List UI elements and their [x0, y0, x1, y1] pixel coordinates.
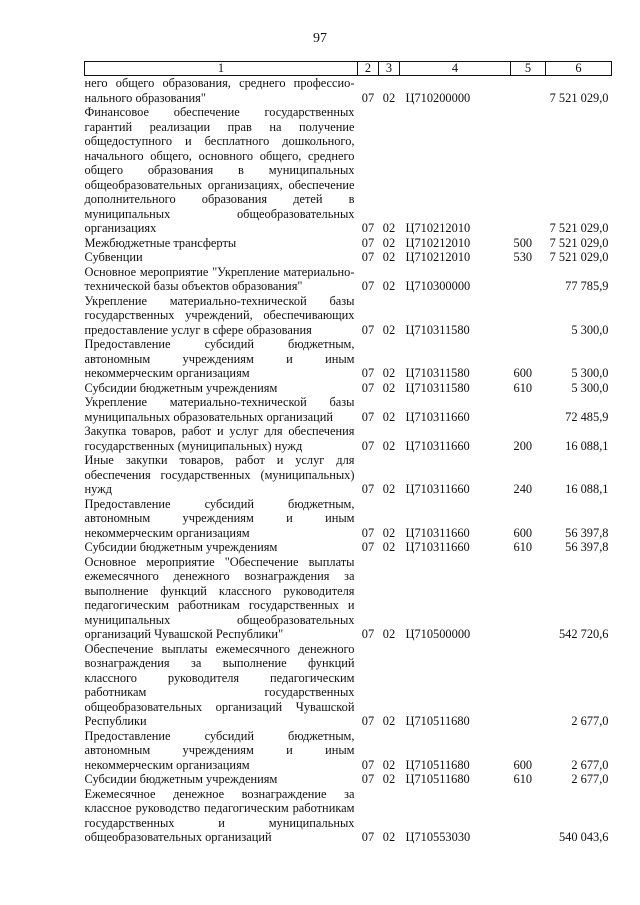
table-row [85, 497, 612, 541]
row-amount: 7 521 029,0 [549, 235, 609, 250]
row-subsection: 02 [382, 221, 396, 235]
table-row [85, 729, 612, 773]
header-col-2: 2 [358, 62, 379, 76]
row-target-article: Ц710311660 [405, 482, 470, 496]
row-amount: 540 043,6 [558, 830, 609, 844]
row-subsection: 02 [382, 482, 396, 496]
row-target-article: Ц710212010 [405, 250, 471, 264]
row-name: Субвенции [84, 250, 143, 264]
row-subsection: 02 [382, 409, 396, 424]
row-amount: 56 397,8 [565, 525, 609, 540]
row-subsection: 02 [382, 90, 396, 105]
row-target-article: Ц710311580 [405, 380, 470, 395]
row-amount: 7 521 029,0 [549, 221, 609, 235]
row-name: Закупка товаров, работ и услуг для обеспечения государственных (муниципальных) нужд [84, 424, 355, 453]
row-amount: 5 300,0 [571, 380, 609, 395]
row-section: 07 [361, 380, 375, 395]
row-expense-type: 610 [513, 540, 533, 554]
row-subsection: 02 [382, 772, 396, 786]
table-row [85, 642, 612, 729]
row-amount: 72 485,9 [565, 409, 609, 424]
row-amount: 2 677,0 [571, 714, 609, 728]
row-target-article: Ц710311660 [405, 438, 470, 453]
row-subsection: 02 [382, 627, 396, 641]
row-name: Основное мероприятие "Обеспечение выплаты ежемесячного денежного вознаграждения за выполнение функций классного руководителя педагогическим работникам государственных и муниципальных общеобразовательных организаций Чувашской Республики" [84, 554, 355, 641]
row-target-article: Ц710311660 [405, 540, 470, 554]
row-expense-type: 500 [513, 235, 533, 250]
row-name: Предоставление субсидий бюджетным, автономным учреждениям и иным некоммерческим организациям [84, 496, 355, 540]
table-row [85, 787, 612, 845]
row-target-article: Ц710500000 [405, 627, 471, 641]
row-name: Основное мероприятие "Укрепление материально-технической базы объектов образования" [84, 264, 355, 293]
header-row [85, 62, 612, 76]
row-subsection: 02 [382, 366, 396, 380]
row-section: 07 [361, 757, 375, 772]
row-section: 07 [361, 366, 375, 380]
row-expense-type [511, 76, 546, 106]
row-amount: 16 088,1 [565, 482, 609, 496]
header-col-5: 5 [511, 62, 546, 76]
table-row [85, 395, 612, 424]
page-number: 97 [313, 31, 327, 46]
row-name: Субсидии бюджетным учреждениям [84, 380, 278, 395]
header-col-4: 4 [400, 62, 511, 76]
row-section: 07 [361, 235, 375, 250]
row-expense-type: 200 [513, 438, 533, 453]
row-subsection: 02 [382, 322, 396, 337]
row-amount: 5 300,0 [571, 322, 609, 337]
table-row [85, 250, 612, 265]
row-section: 07 [361, 438, 375, 453]
row-expense-type: 610 [513, 380, 533, 395]
row-name: Ежемесячное денежное вознаграждение за классное руководство педагогическим работникам государственных и муниципальных общеобразовательных организаций [84, 786, 355, 844]
row-amount: 56 397,8 [565, 540, 609, 554]
row-subsection: 02 [382, 250, 396, 264]
row-expense-type: 600 [513, 366, 533, 380]
row-section: 07 [361, 540, 375, 554]
row-section: 07 [361, 90, 375, 105]
row-amount: 77 785,9 [565, 279, 609, 293]
row-section: 07 [361, 714, 375, 728]
row-target-article: Ц710311580 [405, 322, 470, 337]
table-row [85, 424, 612, 453]
row-name: Финансовое обеспечение государственных гарантий реализации прав на получение общедоступного и бесплатного дошкольного, начального общего, основного общего, среднего общего образования в муниципальных общеобразовательных организациях, обеспечение дополнительного образования детей в муниципальных общеобразовательных организациях [84, 105, 355, 235]
row-name: Субсидии бюджетным учреждениям [84, 772, 278, 786]
table-row [85, 337, 612, 381]
row-target-article: Ц710212010 [405, 221, 471, 235]
row-section: 07 [361, 482, 375, 496]
row-expense-type: 600 [513, 757, 533, 772]
row-amount: 16 088,1 [565, 438, 609, 453]
row-section: 07 [361, 830, 375, 844]
row-section: 07 [361, 279, 375, 293]
row-expense-type [511, 265, 546, 294]
row-expense-type [511, 105, 546, 236]
row-expense-type: 610 [513, 772, 533, 786]
row-target-article: Ц710511680 [405, 714, 470, 728]
row-amount: 7 521 029,0 [549, 90, 609, 105]
table-row [85, 236, 612, 251]
row-target-article: Ц710212010 [405, 235, 471, 250]
row-subsection: 02 [382, 279, 396, 293]
row-target-article: Ц710300000 [405, 279, 471, 293]
row-target-article: Ц710311660 [405, 525, 470, 540]
row-subsection: 02 [382, 380, 396, 395]
row-subsection: 02 [382, 438, 396, 453]
row-target-article: Ц710311660 [405, 409, 470, 424]
row-subsection: 02 [382, 540, 396, 554]
row-expense-type [511, 555, 546, 642]
row-subsection: 02 [382, 714, 396, 728]
row-target-article: Ц710200000 [405, 90, 471, 105]
row-expense-type [511, 294, 546, 338]
header-col-3: 3 [379, 62, 400, 76]
row-target-article: Ц710311580 [405, 366, 470, 380]
row-section: 07 [361, 525, 375, 540]
row-amount: 5 300,0 [571, 366, 609, 380]
row-subsection: 02 [382, 235, 396, 250]
table-row [85, 265, 612, 294]
table-row [85, 105, 612, 236]
row-subsection: 02 [382, 830, 396, 844]
row-expense-type [511, 395, 546, 424]
row-name: него общего образования, среднего профессио-нального образования" [84, 76, 355, 105]
row-name: Укрепление материально-технической базы муниципальных образовательных организаций [84, 395, 355, 424]
row-expense-type [511, 642, 546, 729]
row-subsection: 02 [382, 525, 396, 540]
row-amount: 542 720,6 [558, 627, 609, 641]
row-name: Предоставление субсидий бюджетным, автономным учреждениям и иным некоммерческим организациям [84, 337, 355, 380]
row-target-article: Ц710511680 [405, 757, 470, 772]
row-name: Предоставление субсидий бюджетным, автономным учреждениям и иным некоммерческим организациям [84, 728, 355, 772]
row-target-article: Ц710553030 [405, 830, 471, 844]
row-subsection: 02 [382, 757, 396, 772]
row-expense-type [511, 787, 546, 845]
table-row [85, 772, 612, 787]
row-name: Иные закупки товаров, работ и услуг для обеспечения государственных (муниципальных) нужд [84, 453, 355, 496]
row-expense-type: 240 [513, 482, 533, 496]
row-expense-type: 600 [513, 525, 533, 540]
row-section: 07 [361, 627, 375, 641]
row-section: 07 [361, 221, 375, 235]
row-section: 07 [361, 772, 375, 786]
table-row [85, 381, 612, 396]
table-row [85, 453, 612, 497]
row-section: 07 [361, 250, 375, 264]
row-amount: 2 677,0 [571, 757, 609, 772]
header-col-1: 1 [85, 62, 358, 76]
row-amount: 2 677,0 [571, 772, 609, 786]
table-row [85, 294, 612, 338]
row-name: Субсидии бюджетным учреждениям [84, 540, 278, 554]
row-name: Межбюджетные трансферты [84, 235, 237, 250]
row-name: Обеспечение выплаты ежемесячного денежного вознаграждения за выполнение функций классного руководителя педагогическим работникам государственных общеобразовательных организаций Чувашской Республики [84, 641, 355, 728]
header-col-6: 6 [546, 62, 612, 76]
row-section: 07 [361, 409, 375, 424]
table-row [85, 555, 612, 642]
row-expense-type: 530 [513, 250, 533, 264]
table-row [85, 540, 612, 555]
row-section: 07 [361, 322, 375, 337]
budget-table [84, 61, 612, 845]
row-name: Укрепление материально-технической базы государственных учреждений, обеспечивающих предоставление услуг в сфере образования [84, 293, 355, 337]
row-target-article: Ц710511680 [405, 772, 470, 786]
table-row [85, 76, 612, 106]
row-amount: 7 521 029,0 [549, 250, 609, 264]
